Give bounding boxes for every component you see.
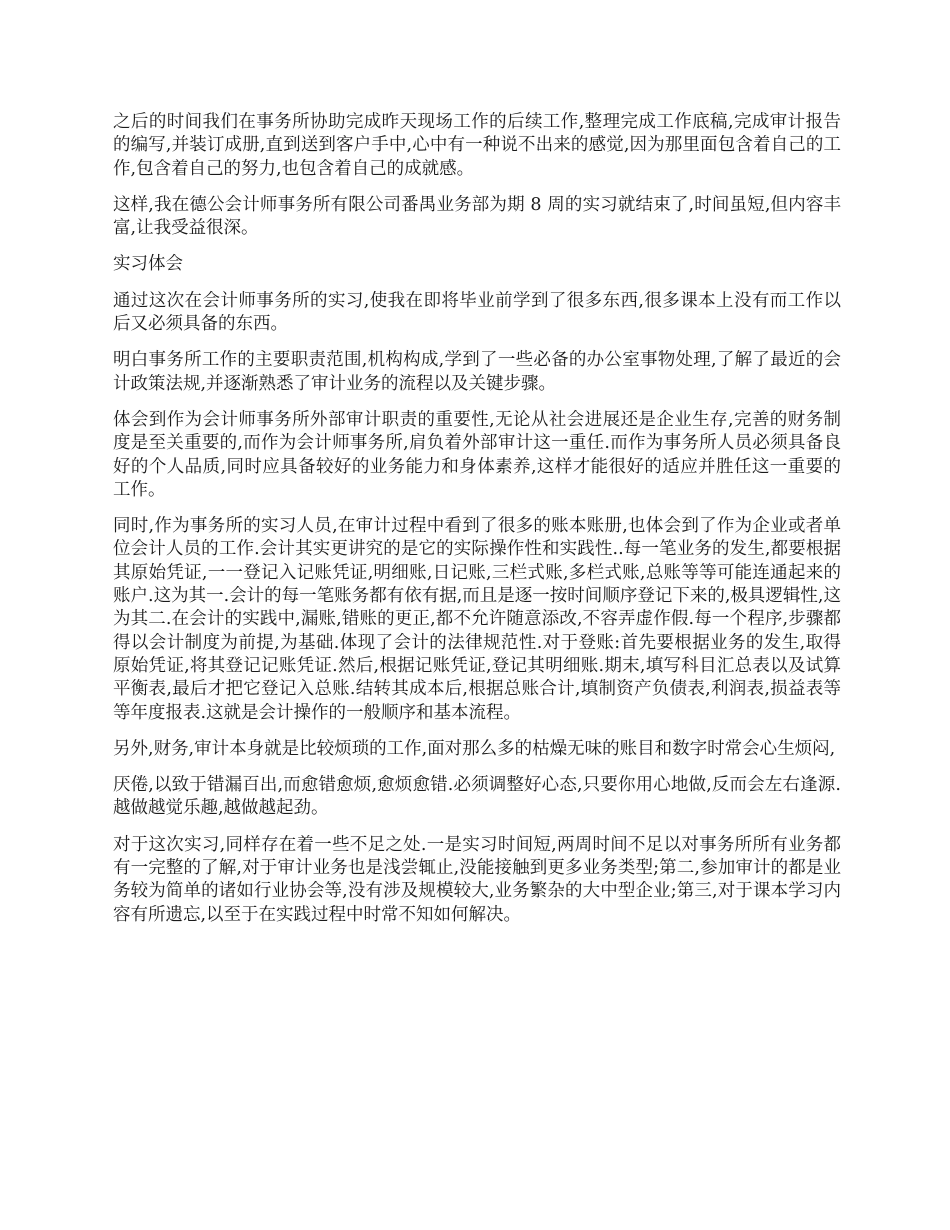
document-body [113,111,841,940]
paragraph-firm-duties: 明白事务所工作的主要职责范围,机构构成,学到了一些必备的办公室事物处理,了解了最近的会计政策法规,并逐渐熟悉了审计业务的流程以及关键步骤。 [113,350,841,394]
paragraph-shortcomings: 对于这次实习,同样存在着一些不足之处.一是实习时间短,两周时间不足以对事务所所有业务都有一完整的了解,对于审计业务也是浅尝辄止,没能接触到更多业务类型;第二,参加审计的都是业务较为简单的诸如行业协会等,没有涉及规模较大,业务繁杂的大中型企业;第三,对于课本学习内容有所遗忘,以至于在实践过程中时常不知如何解决。 [113,834,841,925]
paragraph-tedious-work: 另外,财务,审计本身就是比较烦琐的工作,面对那么多的枯燥无味的账目和数字时常会心生烦闷, [113,738,836,759]
paragraph-audit-importance: 体会到作为会计师事务所外部审计职责的重要性,无论从社会进展还是企业生存,完善的财务制度是至关重要的,而作为会计师事务所,肩负着外部审计这一重任.而作为事务所人员必须具备良好的个人品质,同时应具备较好的业务能力和身体素养,这样才能很好的适应并胜任这一重要的工作。 [113,409,841,500]
section-heading-reflection: 实习体会 [113,254,183,275]
paragraph-followup-work: 之后的时间我们在事务所协助完成昨天现场工作的后续工作,整理完成工作底稿,完成审计报告的编写,并装订成册,直到送到客户手中,心中有一种说不出来的感觉,因为那里面包含着自己的工作,包含着自己的努力,也包含着自己的成就感。 [113,112,841,179]
paragraph-learned-much: 通过这次在会计师事务所的实习,使我在即将毕业前学到了很多东西,很多课本上没有而工作以后又必须具备的东西。 [113,290,841,335]
paragraph-mindset: 厌倦,以致于错漏百出,而愈错愈烦,愈烦愈错.必须调整好心态,只要你用心地做,反而会左右逢源.越做越觉乐趣,越做越起劲。 [113,775,841,819]
paragraph-accounting-practice: 同时,作为事务所的实习人员,在审计过程中看到了很多的账本账册,也体会到了作为企业或者单位会计人员的工作.会计其实更讲究的是它的实际操作性和实践性..每一笔业务的发生,都要根据其原始凭证,一一登记入记账凭证,明细账,日记账,三栏式账,多栏式账,总账等等可能连通起来的账户.这为其一.会计的每一笔账务都有依有据,而且是逐一按时间顺序登记下来的,极具逻辑性,这为其二.在会计的实践中,漏账,错账的更正,都不允许随意添改,不容弄虚作假.每一个程序,步骤都得以会计制度为前提,为基础.体现了会计的法律规范性.对于登账:首先要根据业务的发生,取得原始凭证,将其登记记账凭证.然后,根据记账凭证,登记其明细账.期末,填写科目汇总表以及试算平衡表,最后才把它登记入总账.结转其成本后,根据总账合计,填制资产负债表,利润表,损益表等等年度报表.这就是会计操作的一般顺序和基本流程。 [113,516,841,723]
paragraph-internship-end: 这样,我在德公会计师事务所有限公司番禺业务部为期 8 周的实习就结束了,时间虽短,但内容丰富,让我受益很深。 [113,194,841,239]
